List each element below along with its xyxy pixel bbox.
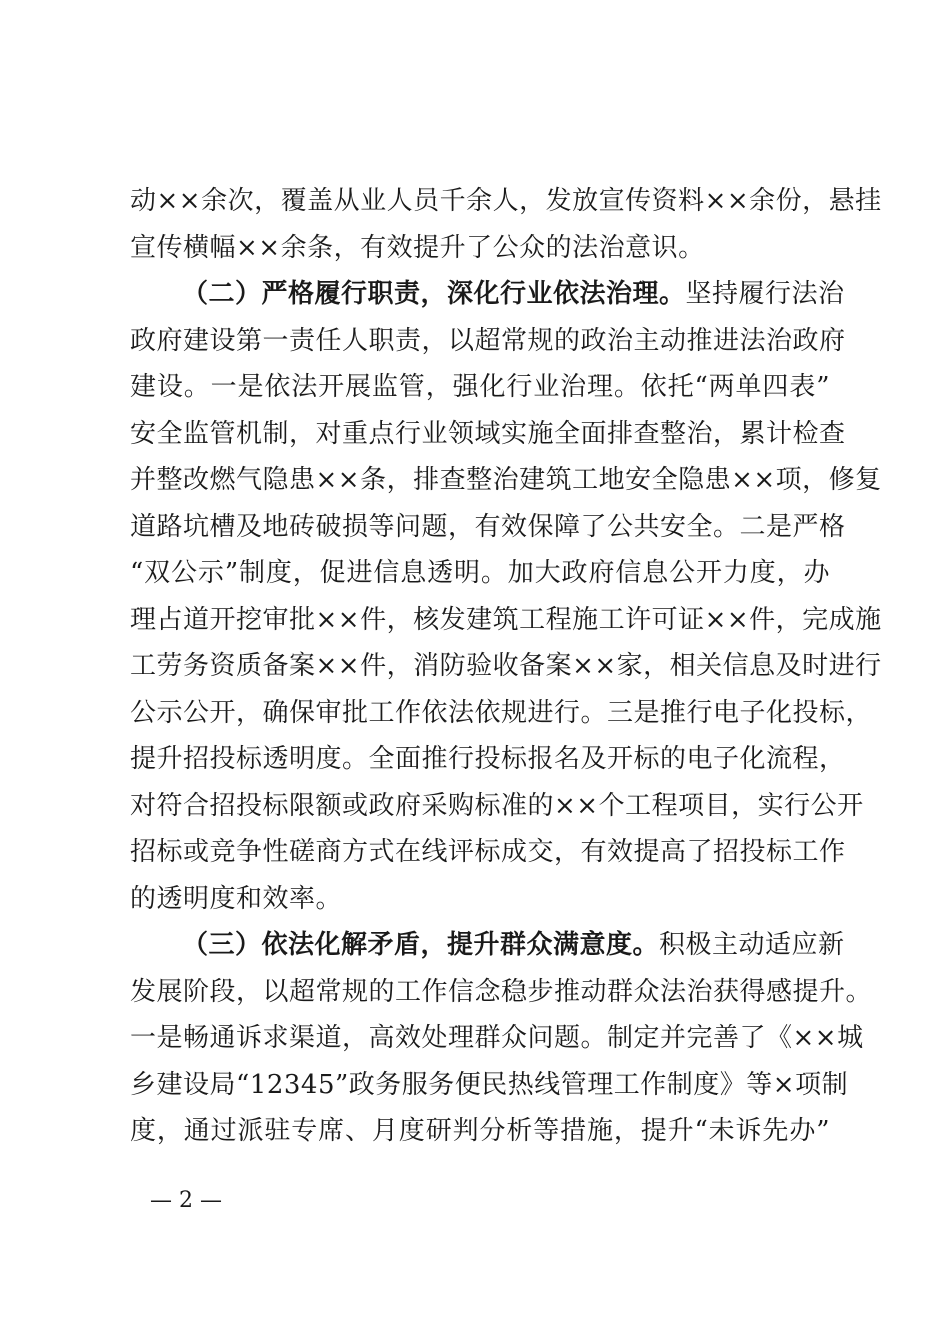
text-line: 安全监管机制，对重点行业领域实施全面排查整治，累计检查	[130, 418, 846, 449]
text-line: “双公示”制度，促进信息透明。加大政府信息公开力度，办	[130, 558, 830, 588]
section-heading-line: （三）依法化解矛盾，提升群众满意度。积极主动适应新	[182, 930, 845, 960]
text-line: 的透明度和效率。	[130, 883, 343, 914]
text-line: 提升招投标透明度。全面推行投标报名及开标的电子化流程，	[130, 744, 846, 774]
text-line: 理占道开挖审批××件，核发建筑工程施工许可证××件，完成施	[130, 604, 882, 635]
text-line: 工劳务资质备案××件，消防验收备案××家，相关信息及时进行	[130, 651, 882, 681]
page-number: — 2 —	[150, 1188, 222, 1213]
text-line: 度，通过派驻专席、月度研判分析等措施，提升“未诉先办”	[130, 1116, 830, 1146]
section-heading: （二）严格履行职责，深化行业依法治理。	[182, 279, 686, 309]
text-line: 对符合招投标限额或政府采购标准的××个工程项目，实行公开	[130, 790, 864, 821]
text-line: 公示公开，确保审批工作依法依规进行。三是推行电子化投标，	[130, 697, 873, 728]
body-text	[130, 178, 882, 1155]
text-line: 建设。一是依法开展监管，强化行业治理。依托“两单四表”	[130, 372, 830, 402]
text-line: 招标或竞争性磋商方式在线评标成交，有效提高了招投标工作	[130, 837, 846, 867]
text-line: 乡建设局“12345”政务服务便民热线管理工作制度》等×项制	[130, 1069, 849, 1100]
section-heading: （三）依法化解矛盾，提升群众满意度。	[182, 930, 660, 960]
text-line: 并整改燃气隐患××条，排查整治建筑工地安全隐患××项，修复	[130, 465, 882, 495]
text-line: 发展阶段，以超常规的工作信念稳步推动群众法治获得感提升。	[130, 976, 873, 1007]
text-line: 一是畅通诉求渠道，高效处理群众问题。制定并完善了《××城	[130, 1023, 864, 1053]
text-line: 动××余次，覆盖从业人员千余人，发放宣传资料××余份，悬挂	[130, 186, 882, 216]
text-line: 政府建设第一责任人职责，以超常规的政治主动推进法治政府	[130, 325, 846, 356]
section-heading-line: （二）严格履行职责，深化行业依法治理。坚持履行法治	[182, 279, 845, 309]
text-line: 宣传横幅××余条，有效提升了公众的法治意识。	[130, 232, 705, 263]
text-line: 道路坑槽及地砖破损等问题，有效保障了公共安全。二是严格	[130, 511, 846, 542]
